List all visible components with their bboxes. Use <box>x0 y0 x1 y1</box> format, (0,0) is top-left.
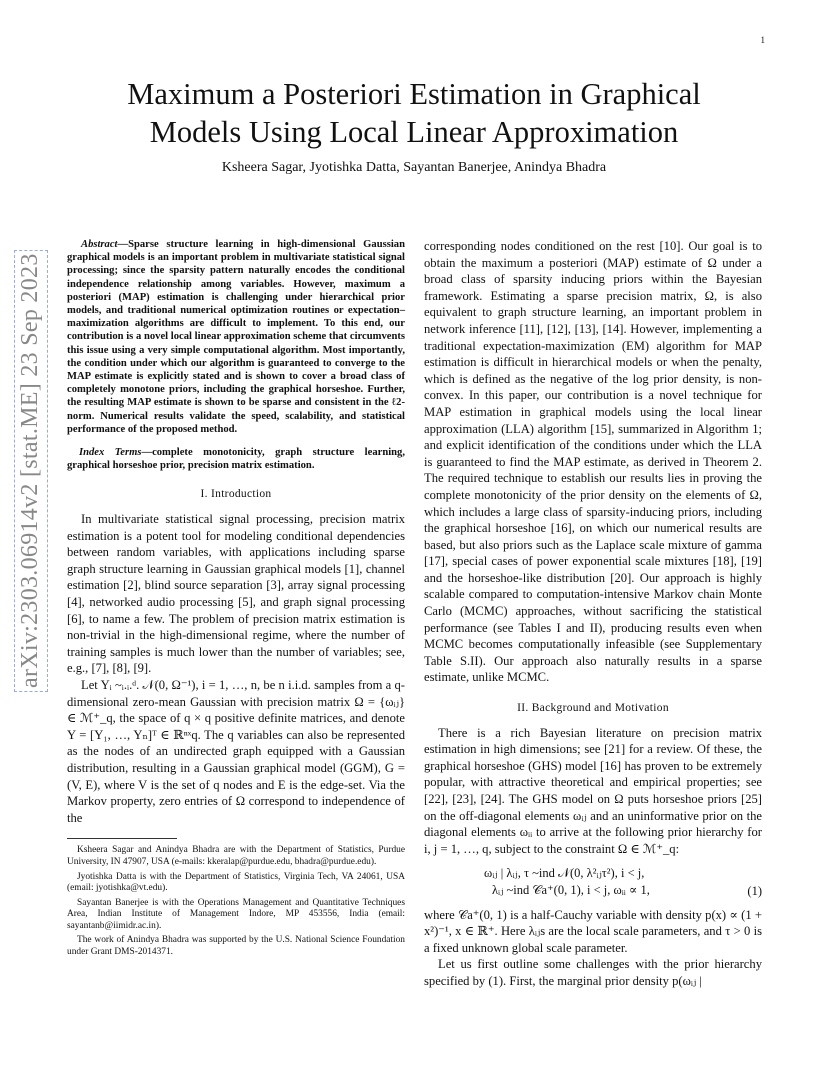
abstract-text: —Sparse structure learning in high-dimensional Gaussian graphical models is an important problem in multivariate statistical signal processing; since the sparsity pattern naturally encodes the conditional independence relationship among variables. However, maximum a posteriori (MAP) estimation is challenging under hierarchical prior models, and traditional numerical optimization routines or expectation–maximization algorithms are difficult to implement. To this end, our contribution is a novel local linear approximation scheme that circumvents this issue using a very simple computational algorithm. Most importantly, the condition under which our algorithm is guaranteed to converge to the MAP estimate is explicitly stated and is shown to cover a broad class of completely monotone priors, including the graphical horseshoe. Further, the resulting MAP estimate is shown to be sparse and consistent in the ℓ2-norm. Numerical results validate the speed, scalability, and statistical performance of the proposed method. <box>67 239 405 435</box>
title-line-1: Maximum a Posteriori Estimation in Graphical <box>127 77 701 111</box>
left-column <box>67 238 405 962</box>
section-heading-introduction: I. Introduction <box>200 488 272 501</box>
background-paragraph-2: where 𝒞a⁺(0, 1) is a half-Cauchy variable with density p(x) ∝ (1 + x²)⁻¹, x ∈ ℝ⁺. Here λᵢⱼs are the local scale parameters, and τ > 0 is a fixed unknown global scale parameter. <box>424 907 762 955</box>
paper-title <box>60 75 768 151</box>
footnote-1: Ksheera Sagar and Anindya Bhadra are with the Department of Statistics, Purdue University, IN 47907, USA (e-mails: kkeralap@purdue.edu, bhadra@purdue.edu). <box>67 845 405 867</box>
right-column <box>424 238 762 990</box>
equation-number: (1) <box>747 884 762 899</box>
arxiv-stamp[interactable]: arXiv:2303.06914v2 [stat.ME] 23 Sep 2023 <box>14 250 48 692</box>
background-paragraph-1: There is a rich Bayesian literature on precision matrix estimation in high dimensions; see [21] for a review. Of these, the graphical horseshoe (GHS) model [16] has proven to be extremely popular, with attractive theoretical and empirical properties; see [22], [23], [24]. The GHS model on Ω puts horseshoe priors [25] on the off-diagonal elements ωᵢⱼ and an uninformative prior on the diagonal elements ωᵢᵢ to arrive at the following prior hierarchy for i, j = 1, …, q, subject to the constraint Ω ∈ ℳ⁺_q: <box>424 725 762 856</box>
abstract <box>67 238 405 436</box>
footnote-rule <box>67 838 177 839</box>
abstract-label: Abstract <box>81 239 118 250</box>
equation-1 <box>424 865 762 898</box>
intro-paragraph-1: In multivariate statistical signal processing, precision matrix estimation is a potent tool for modeling conditional dependencies between random variables, with applications including sparse graph structure learning in Gaussian graphical models [1], channel estimation [2], blind source separation [3], array signal processing [4], networked audio processing [5], and graph signal processing [6], to name a few. The problem of precision matrix estimation is non-trivial in the high-dimensional regime, where the number of training samples is much lower than the number of variables; see, e.g., [7], [8], [9]. <box>67 512 405 676</box>
equation-line-2: λᵢⱼ ~ind 𝒞a⁺(0, 1), i < j, ωᵢᵢ ∝ 1, <box>492 882 650 897</box>
title-line-2: Models Using Local Linear Approximation <box>149 115 679 149</box>
footnote-2: Jyotishka Datta is with the Department of Statistics, Virginia Tech, VA 24061, USA (email: jyotishka@vt.edu). <box>67 871 405 894</box>
author-list: Ksheera Sagar, Jyotishka Datta, Sayantan Banerjee, Anindya Bhadra <box>221 160 607 175</box>
section-heading-background: II. Background and Motivation <box>517 702 669 715</box>
footnote-3: Sayantan Banerjee is with the Operations Management and Quantitative Techniques Area, Indian Institute of Management Indore, MP 453556, India (email: sayantanb@iimidr.ac.in). <box>67 897 405 931</box>
index-terms-label: Index Terms <box>79 447 142 459</box>
intro-paragraph-2: Let Yᵢ ~ᵢ.ᵢ.ᵈ. 𝒩(0, Ω⁻¹), i = 1, …, n, be n i.i.d. samples from a q-dimensional zero-mean Gaussian with precision matrix Ω = {ωᵢⱼ} ∈ ℳ⁺_q, the space of q × q positive definite matrices, and denote Y = [Y₁, …, Yₙ]ᵀ ∈ ℝⁿˣq. The q variables can also be represented as the nodes of an undirected graph equipped with a Gaussian distribution, resulting in a Gaussian graphical model (GGM), G = (V, E), where V is the set of q nodes and E is the edge-set. Via the Markov property, zero entries of Ω correspond to independence of the <box>67 677 405 825</box>
index-terms-text: —complete monotonicity, graph structure learning, graphical horseshoe prior, precision matrix estimation. <box>67 447 405 472</box>
equation-line-1: ωᵢⱼ | λᵢⱼ, τ ~ind 𝒩(0, λ²ᵢⱼτ²), i < j, <box>484 866 645 881</box>
intro-paragraph-continued: corresponding nodes conditioned on the rest [10]. Our goal is to obtain the maximum a posteriori (MAP) estimate of Ω under a broad class of sparsity inducing priors within the Bayesian framework. Estimating a sparse precision matrix, Ω, is also equivalent to graph structure learning, an important problem in network inference [11], [12], [13], [14]. However, implementing a traditional expectation-maximization (EM) algorithm for MAP estimation is difficult in hierarchical models or when the penalty, which is defined as the negative of the log prior density, is non-convex. In this paper, our contribution is a novel technique for MAP estimation in graphical models using the local linear approximation (LLA) algorithm [15], summarized in Algorithm 1; and explicit identification of the conditions under which the LLA is guaranteed to find the MAP estimate, as derived in Theorem 2. The required technique to establish our results lies in proving the complete monotonicity of the prior density on the elements of Ω, which includes a large class of sparsity-inducing priors, including the graphical horseshoe [16], on which our numerical results are based, but also priors such as the Laplace scale mixture of gamma [17], special cases of power exponential scale mixtures [18], [19] and the horseshoe-like distribution [20]. Our approach is highly scalable compared to computation-intensive Markov chain Monte Carlo (MCMC) approaches, without sacrificing the statistical performance (see Tables I and II), producing results even when MCMC becomes computationally infeasible (see Supplementary Table S.II). Our approach also naturally results in a sparse estimate, unlike MCMC. <box>424 239 762 685</box>
background-paragraph-3: Let us first outline some challenges with the prior hierarchy specified by (1). First, the marginal prior density p(ωᵢⱼ | <box>424 957 762 988</box>
footnote-4: The work of Anindya Bhadra was supported by the U.S. National Science Foundation under Grant DMS-2014371. <box>67 935 405 958</box>
index-terms <box>67 446 405 472</box>
page-number: 1 <box>760 35 765 45</box>
